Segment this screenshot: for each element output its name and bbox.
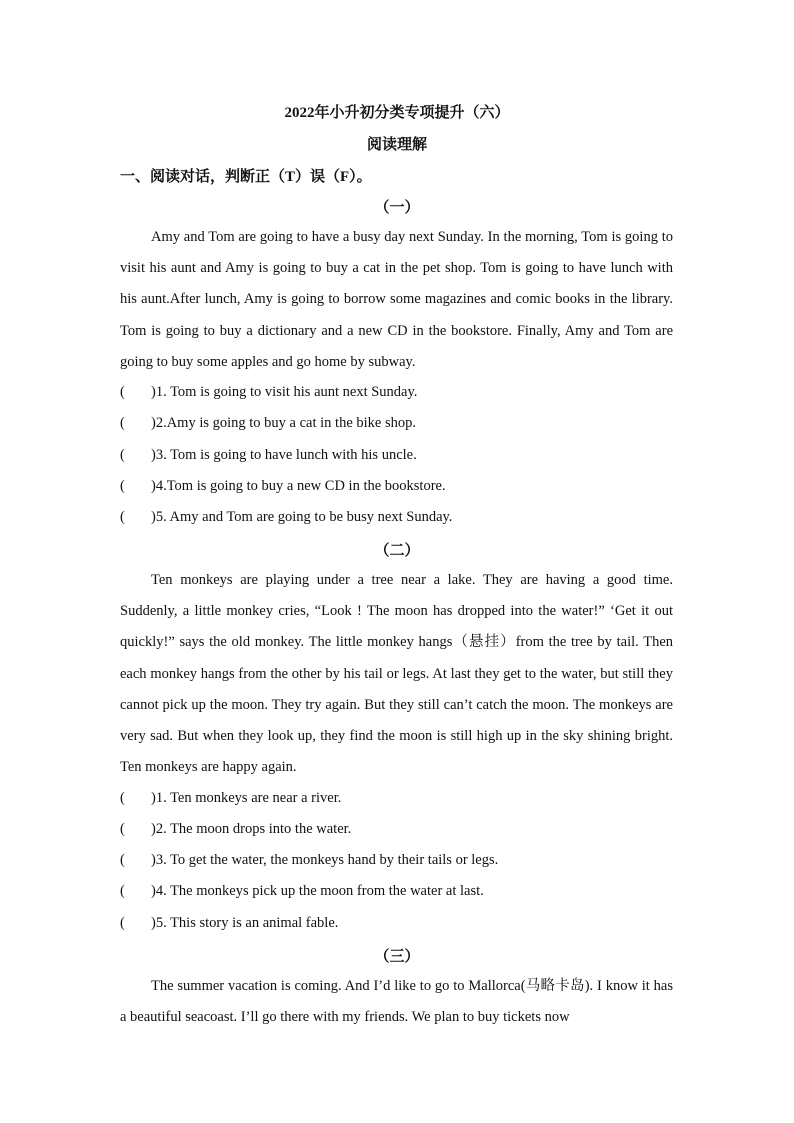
- answer-blank[interactable]: (: [120, 384, 125, 400]
- question-item: [120, 415, 416, 432]
- question-item: [120, 821, 351, 838]
- section-heading: 一、阅读对话，判断正（T）误（F）。: [120, 169, 372, 185]
- question-text: )2.Amy is going to buy a cat in the bike shop.: [151, 415, 416, 431]
- question-item: [120, 852, 498, 869]
- question-text: )4. The monkeys pick up the moon from the water at last.: [151, 883, 484, 899]
- answer-blank[interactable]: (: [120, 883, 125, 899]
- question-text: )1. Ten monkeys are near a river.: [151, 790, 342, 806]
- answer-blank[interactable]: (: [120, 478, 125, 494]
- part3-passage: [120, 971, 673, 1033]
- question-text: )3. Tom is going to have lunch with his uncle.: [151, 447, 417, 463]
- question-item: [120, 883, 484, 900]
- question-text: )5. This story is an animal fable.: [151, 915, 339, 931]
- question-text: )1. Tom is going to visit his aunt next Sunday.: [151, 384, 418, 400]
- part3-heading: （三）: [374, 949, 420, 965]
- part3-passage-text: The summer vacation is coming. And I’d like to go to Mallorca(马略卡岛). I know it has a beautiful seacoast. I’ll go there with my friends. We plan to buy tickets now: [120, 978, 673, 1026]
- question-item: [120, 384, 417, 401]
- question-text: )5. Amy and Tom are going to be busy next Sunday.: [151, 509, 453, 525]
- answer-blank[interactable]: (: [120, 447, 125, 463]
- question-text: )3. To get the water, the monkeys hand by their tails or legs.: [151, 852, 499, 868]
- part1-passage: [120, 222, 673, 378]
- question-item: [120, 478, 446, 495]
- question-item: [120, 447, 417, 464]
- question-item: [120, 509, 452, 526]
- part1-heading: （一）: [374, 200, 420, 216]
- question-text: )2. The moon drops into the water.: [151, 821, 352, 837]
- answer-blank[interactable]: (: [120, 915, 125, 931]
- question-text: )4.Tom is going to buy a new CD in the bookstore.: [151, 478, 446, 494]
- answer-blank[interactable]: (: [120, 509, 125, 525]
- answer-blank[interactable]: (: [120, 821, 125, 837]
- part1-passage-text: Amy and Tom are going to have a busy day next Sunday. In the morning, Tom is going to visit his aunt and Amy is going to buy a cat in the pet shop. Tom is going to have lunch with his aunt.After lunch, Amy is going to borrow some magazines and comic books in the library. Tom is going to buy a dictionary and a new CD in the bookstore. Finally, Amy and Tom are going to buy some apples and go home by subway.: [120, 229, 673, 370]
- part2-heading: （二）: [374, 543, 420, 559]
- part2-passage-text: Ten monkeys are playing under a tree near a lake. They are having a good time. Suddenly, a little monkey cries, “Look ! The moon has dropped into the water!” ‘Get it out quickly!” says the old monkey. The little monkey hangs（悬挂）from the tree by tail. Then each monkey hangs from the other by his tail or legs. At last they get to the water, but still they cannot pick up the moon. They try again. But they still can’t catch the moon. The monkeys are very sad. But when they look up, they find the moon is still high up in the sky shining bright. Ten monkeys are happy again.: [120, 572, 673, 776]
- question-item: [120, 790, 341, 807]
- answer-blank[interactable]: (: [120, 415, 125, 431]
- document-subtitle: 阅读理解: [366, 137, 427, 153]
- part2-passage: [120, 565, 673, 783]
- document-title: 2022年小升初分类专项提升（六）: [284, 105, 510, 121]
- answer-blank[interactable]: (: [120, 790, 125, 806]
- answer-blank[interactable]: (: [120, 852, 125, 868]
- question-item: [120, 915, 338, 932]
